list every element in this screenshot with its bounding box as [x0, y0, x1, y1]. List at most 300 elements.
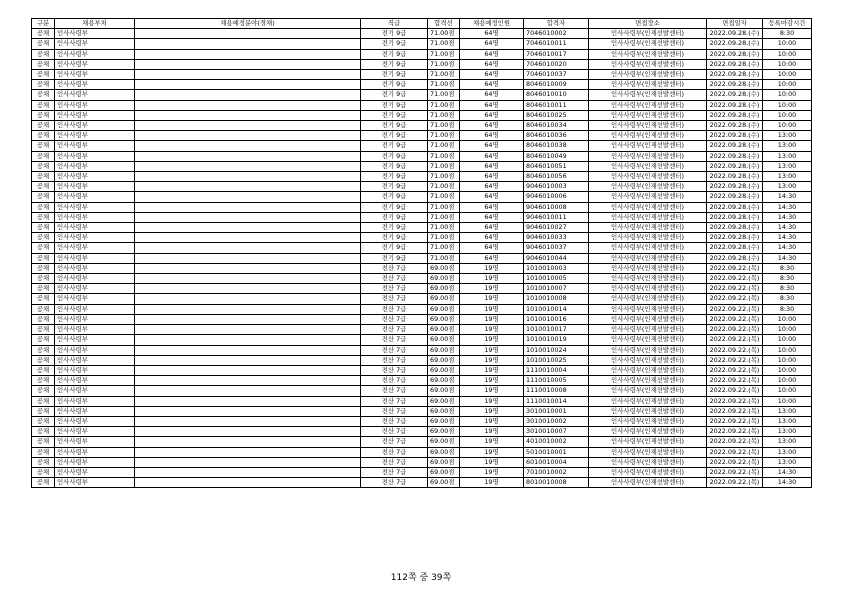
cell-interview-location: 인사사령부(인재선발센터) [589, 447, 707, 457]
cell-interview-date: 2022.09.22.(목) [707, 437, 763, 447]
cell-planned-count: 64명 [460, 212, 524, 222]
cell-field [135, 457, 361, 467]
cell-interview-date: 2022.09.28.(수) [707, 141, 763, 151]
cell-applicant-number: 9046010006 [524, 192, 589, 202]
applicant-table [31, 18, 812, 488]
header-grade: 직급 [361, 19, 428, 29]
cell-department: 인사사령부 [55, 100, 135, 110]
cell-category: 공채 [32, 478, 55, 488]
cell-grade: 전산 7급 [361, 386, 428, 396]
cell-grade: 전기 9급 [361, 39, 428, 49]
cell-cutoff: 71.00점 [428, 110, 460, 120]
cell-cutoff: 71.00점 [428, 151, 460, 161]
cell-interview-date: 2022.09.22.(목) [707, 335, 763, 345]
table-row [32, 223, 812, 233]
cell-interview-location: 인사사령부(인재선발센터) [589, 365, 707, 375]
table-row [32, 335, 812, 345]
header-category: 구분 [32, 19, 55, 29]
table-row [32, 274, 812, 284]
cell-field [135, 131, 361, 141]
cell-applicant-number: 8046010025 [524, 110, 589, 120]
cell-applicant-number: 1010010019 [524, 335, 589, 345]
cell-registration-deadline: 10:00 [763, 70, 812, 80]
cell-field [135, 59, 361, 69]
cell-interview-date: 2022.09.28.(수) [707, 172, 763, 182]
cell-planned-count: 64명 [460, 100, 524, 110]
cell-interview-date: 2022.09.22.(목) [707, 416, 763, 426]
cell-department: 인사사령부 [55, 70, 135, 80]
cell-registration-deadline: 14:30 [763, 253, 812, 263]
cell-field [135, 304, 361, 314]
cell-category: 공채 [32, 49, 55, 59]
cell-interview-date: 2022.09.22.(목) [707, 325, 763, 335]
cell-cutoff: 71.00점 [428, 202, 460, 212]
cell-cutoff: 69.00점 [428, 406, 460, 416]
cell-department: 인사사령부 [55, 212, 135, 222]
cell-applicant-number: 1010010016 [524, 314, 589, 324]
cell-interview-date: 2022.09.28.(수) [707, 192, 763, 202]
cell-interview-location: 인사사령부(인재선발센터) [589, 151, 707, 161]
cell-cutoff: 71.00점 [428, 233, 460, 243]
cell-grade: 전산 7급 [361, 304, 428, 314]
table-row [32, 100, 812, 110]
cell-interview-date: 2022.09.28.(수) [707, 243, 763, 253]
cell-category: 공채 [32, 110, 55, 120]
cell-planned-count: 64명 [460, 59, 524, 69]
cell-interview-date: 2022.09.28.(수) [707, 110, 763, 120]
cell-category: 공채 [32, 325, 55, 335]
cell-department: 인사사령부 [55, 121, 135, 131]
cell-registration-deadline: 13:00 [763, 182, 812, 192]
cell-registration-deadline: 10:00 [763, 396, 812, 406]
cell-department: 인사사령부 [55, 233, 135, 243]
cell-registration-deadline: 13:00 [763, 416, 812, 426]
cell-cutoff: 69.00점 [428, 386, 460, 396]
cell-interview-date: 2022.09.28.(수) [707, 100, 763, 110]
cell-department: 인사사령부 [55, 39, 135, 49]
cell-planned-count: 64명 [460, 253, 524, 263]
table-row [32, 80, 812, 90]
cell-cutoff: 69.00점 [428, 416, 460, 426]
cell-field [135, 447, 361, 457]
cell-registration-deadline: 8:30 [763, 29, 812, 39]
table-row [32, 70, 812, 80]
cell-planned-count: 64명 [460, 223, 524, 233]
cell-category: 공채 [32, 233, 55, 243]
cell-interview-location: 인사사령부(인재선발센터) [589, 141, 707, 151]
cell-department: 인사사령부 [55, 90, 135, 100]
cell-field [135, 253, 361, 263]
cell-grade: 전기 9급 [361, 253, 428, 263]
table-row [32, 284, 812, 294]
cell-registration-deadline: 10:00 [763, 49, 812, 59]
cell-interview-location: 인사사령부(인재선발센터) [589, 345, 707, 355]
cell-registration-deadline: 13:00 [763, 151, 812, 161]
cell-registration-deadline: 13:00 [763, 457, 812, 467]
cell-department: 인사사령부 [55, 172, 135, 182]
cell-applicant-number: 1010010007 [524, 284, 589, 294]
cell-registration-deadline: 13:00 [763, 406, 812, 416]
cell-department: 인사사령부 [55, 386, 135, 396]
cell-field [135, 141, 361, 151]
table-row [32, 253, 812, 263]
header-interview-date: 면접일자 [707, 19, 763, 29]
cell-registration-deadline: 10:00 [763, 39, 812, 49]
header-applicant-number: 합격자 [524, 19, 589, 29]
table-row [32, 325, 812, 335]
cell-interview-location: 인사사령부(인재선발센터) [589, 243, 707, 253]
cell-interview-location: 인사사령부(인재선발센터) [589, 376, 707, 386]
cell-planned-count: 19명 [460, 447, 524, 457]
cell-cutoff: 71.00점 [428, 182, 460, 192]
cell-interview-date: 2022.09.28.(수) [707, 80, 763, 90]
cell-field [135, 243, 361, 253]
cell-applicant-number: 8046010056 [524, 172, 589, 182]
cell-interview-location: 인사사령부(인재선발센터) [589, 284, 707, 294]
cell-planned-count: 64명 [460, 182, 524, 192]
cell-registration-deadline: 13:00 [763, 161, 812, 171]
cell-grade: 전산 7급 [361, 325, 428, 335]
cell-registration-deadline: 14:30 [763, 202, 812, 212]
cell-cutoff: 71.00점 [428, 131, 460, 141]
cell-field [135, 192, 361, 202]
cell-cutoff: 71.00점 [428, 39, 460, 49]
cell-field [135, 121, 361, 131]
cell-category: 공채 [32, 355, 55, 365]
cell-department: 인사사령부 [55, 141, 135, 151]
cell-registration-deadline: 10:00 [763, 376, 812, 386]
cell-department: 인사사령부 [55, 151, 135, 161]
cell-interview-location: 인사사령부(인재선발센터) [589, 49, 707, 59]
cell-interview-location: 인사사령부(인재선발센터) [589, 294, 707, 304]
cell-interview-location: 인사사령부(인재선발센터) [589, 161, 707, 171]
cell-cutoff: 71.00점 [428, 100, 460, 110]
table-row [32, 29, 812, 39]
cell-interview-location: 인사사령부(인재선발센터) [589, 355, 707, 365]
cell-cutoff: 69.00점 [428, 365, 460, 375]
cell-interview-location: 인사사령부(인재선발센터) [589, 212, 707, 222]
cell-grade: 전기 9급 [361, 110, 428, 120]
cell-planned-count: 64명 [460, 49, 524, 59]
cell-category: 공채 [32, 243, 55, 253]
cell-cutoff: 69.00점 [428, 304, 460, 314]
cell-applicant-number: 7046010037 [524, 70, 589, 80]
cell-department: 인사사령부 [55, 437, 135, 447]
cell-cutoff: 69.00점 [428, 294, 460, 304]
cell-grade: 전기 9급 [361, 172, 428, 182]
cell-interview-date: 2022.09.28.(수) [707, 233, 763, 243]
cell-department: 인사사령부 [55, 345, 135, 355]
cell-applicant-number: 3010010007 [524, 427, 589, 437]
cell-registration-deadline: 10:00 [763, 59, 812, 69]
cell-interview-date: 2022.09.22.(목) [707, 396, 763, 406]
cell-grade: 전기 9급 [361, 141, 428, 151]
cell-field [135, 416, 361, 426]
cell-cutoff: 71.00점 [428, 172, 460, 182]
cell-cutoff: 69.00점 [428, 325, 460, 335]
cell-department: 인사사령부 [55, 447, 135, 457]
cell-field [135, 314, 361, 324]
cell-field [135, 49, 361, 59]
cell-grade: 전산 7급 [361, 345, 428, 355]
cell-department: 인사사령부 [55, 243, 135, 253]
cell-grade: 전기 9급 [361, 59, 428, 69]
cell-planned-count: 64명 [460, 121, 524, 131]
cell-category: 공채 [32, 121, 55, 131]
cell-category: 공채 [32, 151, 55, 161]
cell-interview-location: 인사사령부(인재선발센터) [589, 386, 707, 396]
header-field: 채용예정분야(경채) [135, 19, 361, 29]
cell-field [135, 467, 361, 477]
cell-department: 인사사령부 [55, 478, 135, 488]
header-department: 채용부처 [55, 19, 135, 29]
cell-grade: 전기 9급 [361, 29, 428, 39]
cell-grade: 전기 9급 [361, 121, 428, 131]
cell-field [135, 212, 361, 222]
cell-category: 공채 [32, 212, 55, 222]
cell-cutoff: 71.00점 [428, 59, 460, 69]
cell-category: 공채 [32, 70, 55, 80]
cell-interview-date: 2022.09.28.(수) [707, 182, 763, 192]
cell-interview-date: 2022.09.28.(수) [707, 39, 763, 49]
cell-applicant-number: 1010010024 [524, 345, 589, 355]
cell-cutoff: 69.00점 [428, 284, 460, 294]
cell-category: 공채 [32, 192, 55, 202]
cell-interview-location: 인사사령부(인재선발센터) [589, 467, 707, 477]
cell-cutoff: 69.00점 [428, 478, 460, 488]
cell-interview-location: 인사사령부(인재선발센터) [589, 70, 707, 80]
cell-applicant-number: 1010010025 [524, 355, 589, 365]
header-registration-deadline: 등록마감시간 [763, 19, 812, 29]
cell-applicant-number: 1010010003 [524, 263, 589, 273]
table-row [32, 314, 812, 324]
cell-registration-deadline: 10:00 [763, 80, 812, 90]
cell-cutoff: 69.00점 [428, 314, 460, 324]
table-row [32, 121, 812, 131]
table-row [32, 365, 812, 375]
cell-department: 인사사령부 [55, 131, 135, 141]
cell-cutoff: 69.00점 [428, 467, 460, 477]
cell-interview-date: 2022.09.28.(수) [707, 253, 763, 263]
cell-interview-location: 인사사령부(인재선발센터) [589, 233, 707, 243]
cell-planned-count: 19명 [460, 284, 524, 294]
cell-department: 인사사령부 [55, 253, 135, 263]
table-row [32, 172, 812, 182]
cell-interview-date: 2022.09.22.(목) [707, 406, 763, 416]
cell-interview-location: 인사사령부(인재선발센터) [589, 253, 707, 263]
cell-department: 인사사령부 [55, 223, 135, 233]
cell-department: 인사사령부 [55, 314, 135, 324]
table-row [32, 263, 812, 273]
cell-field [135, 365, 361, 375]
cell-field [135, 376, 361, 386]
cell-registration-deadline: 14:30 [763, 467, 812, 477]
table-row [32, 90, 812, 100]
cell-registration-deadline: 10:00 [763, 100, 812, 110]
cell-cutoff: 71.00점 [428, 192, 460, 202]
cell-planned-count: 19명 [460, 325, 524, 335]
table-row [32, 467, 812, 477]
cell-registration-deadline: 10:00 [763, 335, 812, 345]
cell-registration-deadline: 10:00 [763, 314, 812, 324]
cell-department: 인사사령부 [55, 29, 135, 39]
cell-interview-date: 2022.09.28.(수) [707, 70, 763, 80]
cell-cutoff: 71.00점 [428, 29, 460, 39]
cell-registration-deadline: 10:00 [763, 386, 812, 396]
cell-cutoff: 71.00점 [428, 253, 460, 263]
cell-cutoff: 69.00점 [428, 457, 460, 467]
cell-interview-date: 2022.09.22.(목) [707, 467, 763, 477]
cell-registration-deadline: 14:30 [763, 243, 812, 253]
cell-interview-date: 2022.09.28.(수) [707, 151, 763, 161]
cell-applicant-number: 1010010005 [524, 274, 589, 284]
cell-grade: 전산 7급 [361, 427, 428, 437]
cell-applicant-number: 8046010034 [524, 121, 589, 131]
cell-field [135, 39, 361, 49]
cell-category: 공채 [32, 274, 55, 284]
cell-planned-count: 19명 [460, 416, 524, 426]
cell-department: 인사사령부 [55, 59, 135, 69]
cell-field [135, 100, 361, 110]
cell-interview-date: 2022.09.22.(목) [707, 314, 763, 324]
cell-planned-count: 19명 [460, 467, 524, 477]
cell-category: 공채 [32, 284, 55, 294]
cell-grade: 전산 7급 [361, 457, 428, 467]
cell-applicant-number: 8046010051 [524, 161, 589, 171]
cell-planned-count: 64명 [460, 70, 524, 80]
cell-field [135, 335, 361, 345]
cell-interview-date: 2022.09.22.(목) [707, 284, 763, 294]
cell-registration-deadline: 8:30 [763, 294, 812, 304]
cell-interview-date: 2022.09.28.(수) [707, 121, 763, 131]
cell-department: 인사사령부 [55, 467, 135, 477]
cell-planned-count: 64명 [460, 29, 524, 39]
cell-category: 공채 [32, 457, 55, 467]
page-number: 112쪽 중 39쪽 [390, 573, 452, 583]
cell-category: 공채 [32, 161, 55, 171]
cell-registration-deadline: 13:00 [763, 447, 812, 457]
table-row [32, 192, 812, 202]
cell-cutoff: 69.00점 [428, 345, 460, 355]
cell-department: 인사사령부 [55, 427, 135, 437]
cell-interview-location: 인사사령부(인재선발센터) [589, 314, 707, 324]
cell-interview-date: 2022.09.22.(목) [707, 427, 763, 437]
cell-planned-count: 19명 [460, 406, 524, 416]
cell-applicant-number: 1010010014 [524, 304, 589, 314]
cell-applicant-number: 8046010036 [524, 131, 589, 141]
cell-cutoff: 71.00점 [428, 223, 460, 233]
cell-planned-count: 64명 [460, 202, 524, 212]
cell-grade: 전기 9급 [361, 202, 428, 212]
cell-interview-date: 2022.09.28.(수) [707, 59, 763, 69]
cell-cutoff: 69.00점 [428, 355, 460, 365]
cell-category: 공채 [32, 396, 55, 406]
cell-registration-deadline: 8:30 [763, 263, 812, 273]
cell-interview-date: 2022.09.22.(목) [707, 365, 763, 375]
table-row [32, 182, 812, 192]
cell-grade: 전산 7급 [361, 376, 428, 386]
cell-interview-date: 2022.09.22.(목) [707, 457, 763, 467]
table-row [32, 478, 812, 488]
cell-field [135, 396, 361, 406]
cell-grade: 전기 9급 [361, 151, 428, 161]
cell-registration-deadline: 10:00 [763, 121, 812, 131]
cell-applicant-number: 9046010008 [524, 202, 589, 212]
cell-interview-location: 인사사령부(인재선발센터) [589, 121, 707, 131]
cell-planned-count: 19명 [460, 314, 524, 324]
cell-applicant-number: 7046010002 [524, 29, 589, 39]
cell-grade: 전기 9급 [361, 161, 428, 171]
cell-applicant-number: 9046010027 [524, 223, 589, 233]
table-row [32, 131, 812, 141]
cell-interview-date: 2022.09.22.(목) [707, 294, 763, 304]
cell-category: 공채 [32, 416, 55, 426]
cell-applicant-number: 1110010008 [524, 386, 589, 396]
cell-registration-deadline: 10:00 [763, 110, 812, 120]
cell-planned-count: 64명 [460, 141, 524, 151]
table-row [32, 110, 812, 120]
cell-planned-count: 19명 [460, 386, 524, 396]
cell-interview-date: 2022.09.28.(수) [707, 223, 763, 233]
cell-category: 공채 [32, 427, 55, 437]
cell-category: 공채 [32, 131, 55, 141]
cell-planned-count: 19명 [460, 396, 524, 406]
cell-grade: 전산 7급 [361, 467, 428, 477]
cell-applicant-number: 7046010017 [524, 49, 589, 59]
table-row [32, 345, 812, 355]
cell-category: 공채 [32, 39, 55, 49]
cell-interview-date: 2022.09.28.(수) [707, 49, 763, 59]
cell-cutoff: 71.00점 [428, 243, 460, 253]
cell-interview-location: 인사사령부(인재선발센터) [589, 100, 707, 110]
cell-interview-date: 2022.09.28.(수) [707, 202, 763, 212]
cell-interview-location: 인사사령부(인재선발센터) [589, 192, 707, 202]
cell-interview-date: 2022.09.22.(목) [707, 386, 763, 396]
cell-department: 인사사령부 [55, 304, 135, 314]
cell-field [135, 478, 361, 488]
cell-department: 인사사령부 [55, 416, 135, 426]
cell-interview-location: 인사사령부(인재선발센터) [589, 223, 707, 233]
cell-cutoff: 71.00점 [428, 141, 460, 151]
cell-grade: 전기 9급 [361, 212, 428, 222]
cell-cutoff: 71.00점 [428, 70, 460, 80]
cell-department: 인사사령부 [55, 355, 135, 365]
cell-department: 인사사령부 [55, 202, 135, 212]
cell-category: 공채 [32, 294, 55, 304]
cell-interview-date: 2022.09.22.(목) [707, 263, 763, 273]
cell-grade: 전산 7급 [361, 416, 428, 426]
cell-applicant-number: 7010010002 [524, 467, 589, 477]
cell-planned-count: 64명 [460, 80, 524, 90]
cell-category: 공채 [32, 365, 55, 375]
table-header-row [32, 19, 812, 29]
cell-registration-deadline: 13:00 [763, 172, 812, 182]
table-row [32, 212, 812, 222]
cell-planned-count: 19명 [460, 335, 524, 345]
cell-department: 인사사령부 [55, 49, 135, 59]
cell-planned-count: 19명 [460, 457, 524, 467]
table-row [32, 396, 812, 406]
cell-category: 공채 [32, 182, 55, 192]
cell-category: 공채 [32, 335, 55, 345]
cell-department: 인사사령부 [55, 110, 135, 120]
table-row [32, 233, 812, 243]
cell-category: 공채 [32, 223, 55, 233]
cell-interview-location: 인사사령부(인재선발센터) [589, 335, 707, 345]
cell-field [135, 80, 361, 90]
table-row [32, 151, 812, 161]
cell-field [135, 355, 361, 365]
